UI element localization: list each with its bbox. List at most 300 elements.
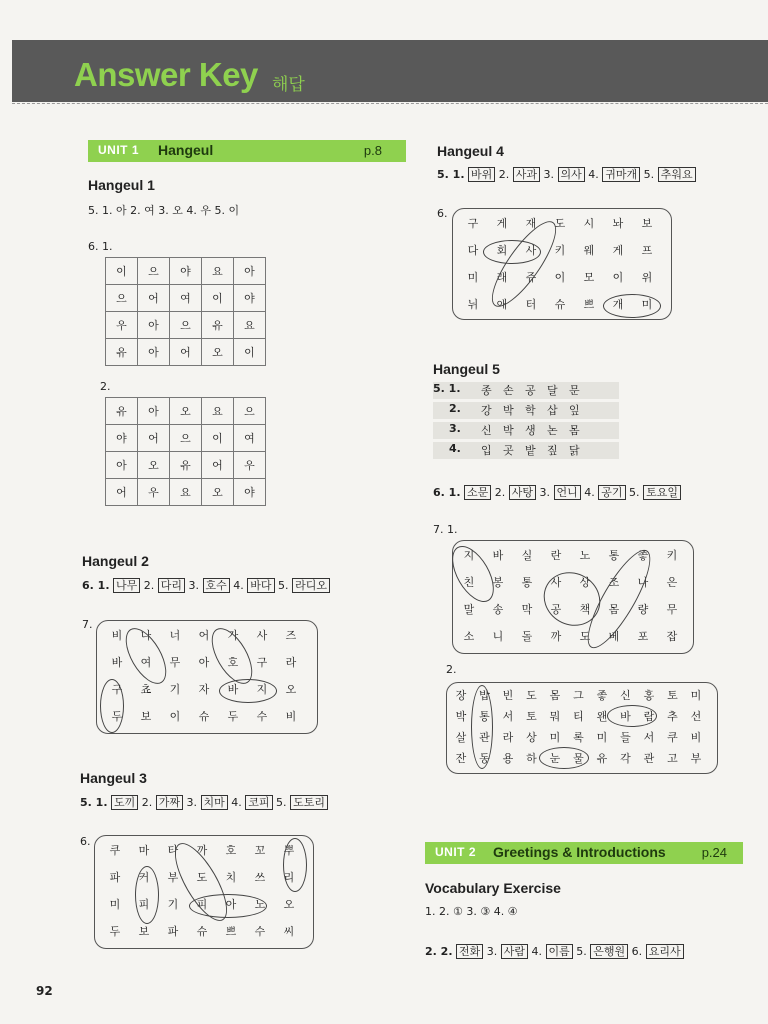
grid-cell: 우: [106, 312, 138, 339]
puzzle-char: 치: [225, 871, 237, 884]
puzzle-char: 무: [169, 656, 181, 669]
answer-oval: [219, 679, 277, 703]
puzzle-char: 리: [283, 871, 295, 884]
puzzle-char: 웨: [583, 244, 595, 257]
puzzle-char: 노: [254, 898, 266, 911]
puzzle-char: 좋: [596, 689, 608, 702]
syllable: 짚: [547, 444, 558, 457]
puzzle-char: 비: [111, 629, 123, 642]
syllable: 곳: [503, 444, 514, 457]
puzzle-char: 용: [502, 752, 514, 765]
grid-cell: 어: [106, 479, 138, 506]
grid-cell: 이: [106, 258, 138, 285]
answer-grid-2: [105, 397, 266, 506]
puzzle-char: 재: [525, 217, 537, 230]
boxed-answer: 의사: [558, 167, 585, 182]
puzzle-char: 베: [608, 630, 620, 643]
puzzle-char: 그: [573, 689, 584, 702]
puzzle-char: 가: [227, 629, 239, 642]
unit-title: Greetings & Introductions: [493, 844, 666, 860]
question-label: 6. 1.: [88, 240, 113, 253]
syllable-rows: [433, 382, 623, 462]
boxed-answer: 은행원: [590, 944, 628, 959]
puzzle-char: 쿠: [109, 844, 121, 857]
unit-label: UNIT 1: [98, 143, 140, 157]
question-label: 7. 1.: [433, 523, 458, 536]
puzzle-char: 미: [467, 271, 479, 284]
puzzle-char: 왠: [596, 710, 608, 723]
grid-cell: 야: [234, 285, 266, 312]
unit-title: Hangeul: [158, 142, 214, 158]
syllable: 생: [525, 424, 536, 437]
puzzle-char: 뭐: [549, 710, 561, 723]
syllable: 손: [503, 384, 514, 397]
syllable: 몸: [569, 424, 580, 437]
puzzle-char: 도: [579, 630, 591, 643]
syllable: 삽: [547, 404, 558, 417]
answer-line: 6. 1. 나무 2. 다리 3. 호수 4. 바다 5. 라디오: [82, 578, 330, 593]
boxed-answer: 도토리: [290, 795, 328, 810]
puzzle-char: 상: [579, 576, 591, 589]
answer-oval: [283, 838, 307, 892]
grid-cell: 으: [106, 285, 138, 312]
puzzle-char: 좋: [637, 549, 649, 562]
puzzle-char: 타: [167, 844, 179, 857]
boxed-answer: 도끼: [111, 795, 138, 810]
boxed-answer: 다리: [158, 578, 185, 593]
puzzle-char: 량: [637, 603, 649, 616]
puzzle-char: 미: [690, 689, 702, 702]
section-heading: Hangeul 4: [437, 143, 504, 159]
puzzle-char: 쿠: [667, 731, 678, 744]
grid-cell: 이: [234, 339, 266, 366]
puzzle-char: 개: [612, 298, 624, 311]
grid-cell: 오: [170, 398, 202, 425]
puzzle-char: 람: [643, 710, 655, 723]
grid-cell: 아: [106, 452, 138, 479]
grid-cell: 이: [202, 285, 234, 312]
puzzle-char: 나: [140, 629, 152, 642]
puzzle-char: 토: [667, 689, 678, 702]
puzzle-char: 지: [256, 683, 268, 696]
puzzle-char: 보: [641, 217, 653, 230]
puzzle-char: 오: [285, 683, 297, 696]
word-puzzle-hangeul3: [94, 835, 314, 949]
puzzle-char: 뿌: [283, 844, 295, 857]
grid-cell: 으: [138, 258, 170, 285]
puzzle-char: 돌: [521, 630, 533, 643]
puzzle-char: 슈: [198, 710, 210, 723]
puzzle-char: 박: [455, 710, 467, 723]
page-subtitle: 해답: [272, 75, 305, 95]
unit-label: UNIT 2: [435, 845, 477, 859]
puzzle-char: 티: [573, 710, 584, 723]
puzzle-char: 사: [550, 576, 562, 589]
answer-line: 6. 1. 소문 2. 사탕 3. 언니 4. 공기 5. 토요일: [433, 485, 681, 500]
grid-cell: 유: [202, 312, 234, 339]
section-heading: Hangeul 2: [82, 553, 149, 569]
puzzle-char: 보: [140, 710, 152, 723]
puzzle-char: 밥: [479, 689, 490, 702]
puzzle-char: 관: [479, 731, 490, 744]
puzzle-char: 미: [109, 898, 121, 911]
boxed-answer: 바다: [247, 578, 274, 593]
puzzle-char: 회: [496, 244, 508, 257]
puzzle-char: 게: [612, 244, 624, 257]
puzzle-char: 커: [138, 871, 150, 884]
question-number: 2. 2.: [425, 945, 453, 958]
puzzle-char: 오: [283, 898, 295, 911]
puzzle-char: 즈: [285, 629, 297, 642]
question-label: 2.: [100, 380, 111, 393]
puzzle-char: 쓰: [254, 871, 266, 884]
puzzle-char: 아: [198, 656, 210, 669]
section-heading: Hangeul 5: [433, 361, 500, 377]
grid-cell: 어: [170, 339, 202, 366]
puzzle-char: 피: [196, 898, 208, 911]
boxed-answer: 바위: [468, 167, 495, 182]
grid-cell: 우: [234, 452, 266, 479]
puzzle-char: 슈: [554, 298, 566, 311]
puzzle-char: 사: [256, 629, 268, 642]
puzzle-char: 쥬: [525, 271, 537, 284]
answer-line: 5. 1. 바위 2. 사과 3. 의사 4. 귀마개 5. 추워요: [437, 167, 696, 182]
puzzle-char: 위: [641, 271, 653, 284]
answer-oval: [539, 747, 589, 769]
puzzle-char: 구: [111, 683, 123, 696]
word-puzzle-hangeul4: [452, 208, 672, 320]
word-puzzle-hangeul5-1: [452, 540, 694, 654]
answer-line: 5. 1. 아 2. 여 3. 오 4. 우 5. 이: [88, 204, 240, 217]
boxed-answer: 코피: [245, 795, 272, 810]
syllable: 입: [481, 444, 492, 457]
section-heading: Hangeul 1: [88, 177, 155, 193]
syllable: 공: [525, 384, 536, 397]
boxed-answer: 공기: [598, 485, 625, 500]
puzzle-char: 은: [666, 576, 678, 589]
puzzle-char: 통: [479, 710, 490, 723]
boxed-answer: 사탕: [509, 485, 536, 500]
puzzle-char: 무: [666, 603, 678, 616]
boxed-answer: 언니: [554, 485, 581, 500]
grid-cell: 우: [138, 479, 170, 506]
puzzle-char: 송: [492, 603, 504, 616]
puzzle-char: 두: [109, 925, 121, 938]
grid-cell: 야: [106, 425, 138, 452]
puzzle-char: 바: [620, 710, 631, 723]
grid-cell: 아: [234, 258, 266, 285]
boxed-answer: 사람: [501, 944, 528, 959]
puzzle-char: 구: [256, 656, 268, 669]
answer-grid-1: [105, 257, 266, 366]
grid-cell: 어: [138, 285, 170, 312]
puzzle-char: 서: [502, 710, 514, 723]
row-number: 2.: [449, 402, 461, 415]
syllable-row: [433, 402, 619, 419]
grid-cell: 으: [234, 398, 266, 425]
puzzle-char: 살: [455, 731, 467, 744]
puzzle-char: 몸: [549, 689, 561, 702]
puzzle-char: 잡: [666, 630, 678, 643]
grid-cell: 요: [170, 479, 202, 506]
question-number: 5. 1.: [437, 168, 465, 181]
puzzle-char: 기: [167, 898, 179, 911]
syllable: 닭: [569, 444, 580, 457]
boxed-answer: 치마: [201, 795, 228, 810]
page-number: 92: [36, 984, 53, 998]
question-number: 6. 1.: [433, 486, 461, 499]
puzzle-char: 바: [492, 549, 504, 562]
puzzle-char: 나: [637, 576, 649, 589]
syllable: 박: [503, 424, 514, 437]
row-number: 4.: [449, 442, 461, 455]
puzzle-char: 통: [608, 549, 620, 562]
puzzle-char: 유: [596, 752, 608, 765]
puzzle-char: 조: [608, 576, 620, 589]
puzzle-char: 노: [579, 549, 591, 562]
puzzle-char: 보: [138, 925, 150, 938]
puzzle-char: 하: [526, 752, 537, 765]
answer-oval: [100, 679, 124, 733]
puzzle-char: 까: [550, 630, 562, 643]
grid-cell: 여: [170, 285, 202, 312]
puzzle-char: 바: [227, 683, 239, 696]
grid-cell: 야: [170, 258, 202, 285]
puzzle-char: 까: [196, 844, 208, 857]
puzzle-char: 미: [549, 731, 561, 744]
grid-cell: 이: [202, 425, 234, 452]
answer-oval: [471, 685, 493, 769]
syllable: 논: [547, 424, 558, 437]
puzzle-char: 이: [554, 271, 566, 284]
syllable-row: [433, 382, 619, 399]
puzzle-char: 바: [111, 656, 123, 669]
grid-cell: 야: [234, 479, 266, 506]
grid-cell: 아: [138, 398, 170, 425]
syllable: 종: [481, 384, 492, 397]
grid-cell: 으: [170, 425, 202, 452]
boxed-answer: 소문: [464, 485, 491, 500]
grid-cell: 어: [138, 425, 170, 452]
puzzle-char: 아: [225, 898, 237, 911]
puzzle-char: 몸: [608, 603, 620, 616]
grid-cell: 아: [138, 339, 170, 366]
puzzle-char: 키: [554, 244, 566, 257]
boxed-answer: 나무: [113, 578, 140, 593]
puzzle-char: 쵸: [140, 683, 152, 696]
syllable-row: [433, 442, 619, 459]
unit-page: p.24: [701, 845, 727, 860]
puzzle-char: 호: [225, 844, 237, 857]
puzzle-char: 미: [596, 731, 608, 744]
puzzle-char: 기: [169, 683, 181, 696]
syllable: 문: [569, 384, 580, 397]
puzzle-char: 친: [463, 576, 475, 589]
word-puzzle-hangeul2: [96, 620, 318, 734]
puzzle-char: 봉: [492, 576, 504, 589]
puzzle-char: 쁘: [225, 925, 237, 938]
puzzle-char: 시: [583, 217, 595, 230]
syllable: 잎: [569, 404, 580, 417]
puzzle-char: 막: [521, 603, 533, 616]
divider: [12, 103, 768, 104]
puzzle-char: 피: [138, 898, 150, 911]
question-label: 6.: [437, 207, 448, 220]
puzzle-char: 라: [285, 656, 297, 669]
puzzle-char: 뉘: [467, 298, 479, 311]
puzzle-char: 여: [140, 656, 152, 669]
grid-cell: 으: [170, 312, 202, 339]
boxed-answer: 호수: [203, 578, 230, 593]
question-label: 6.: [80, 835, 91, 848]
boxed-answer: 추워요: [658, 167, 696, 182]
puzzle-char: 서: [643, 731, 655, 744]
puzzle-char: 슈: [196, 925, 208, 938]
grid-cell: 유: [106, 398, 138, 425]
puzzle-char: 두: [227, 710, 239, 723]
puzzle-char: 동: [479, 752, 490, 765]
puzzle-char: 꼬: [254, 844, 266, 857]
puzzle-char: 물: [573, 752, 584, 765]
puzzle-char: 사: [525, 244, 537, 257]
grid-cell: 오: [138, 452, 170, 479]
puzzle-char: 터: [525, 298, 537, 311]
puzzle-char: 선: [690, 710, 702, 723]
answer-oval: [189, 894, 267, 918]
puzzle-char: 홍: [643, 689, 655, 702]
puzzle-char: 어: [198, 629, 210, 642]
puzzle-char: 장: [455, 689, 467, 702]
puzzle-char: 책: [579, 603, 591, 616]
puzzle-char: 란: [550, 549, 562, 562]
puzzle-char: 공: [550, 603, 562, 616]
question-number: 6. 1.: [82, 579, 110, 592]
grid-cell: 여: [234, 425, 266, 452]
answer-oval: [135, 866, 159, 924]
question-number: 5. 1.: [80, 796, 108, 809]
puzzle-char: 너: [169, 629, 181, 642]
puzzle-char: 빈: [502, 689, 514, 702]
puzzle-char: 자: [198, 683, 210, 696]
puzzle-char: 도: [554, 217, 566, 230]
answer-oval: [603, 294, 661, 318]
grid-cell: 오: [202, 339, 234, 366]
puzzle-char: 라: [502, 731, 514, 744]
puzzle-char: 부: [167, 871, 179, 884]
puzzle-char: 상: [526, 731, 537, 744]
puzzle-char: 말: [463, 603, 475, 616]
puzzle-char: 다: [467, 244, 479, 257]
puzzle-char: 소: [463, 630, 475, 643]
puzzle-char: 이: [612, 271, 624, 284]
unit2-band: [425, 842, 743, 864]
puzzle-char: 모: [583, 271, 595, 284]
puzzle-char: 관: [643, 752, 655, 765]
puzzle-char: 각: [620, 752, 631, 765]
puzzle-char: 도: [526, 689, 537, 702]
puzzle-char: 실: [521, 549, 533, 562]
syllable-row: [433, 422, 619, 439]
puzzle-char: 수: [254, 925, 266, 938]
section-heading: Hangeul 3: [80, 770, 147, 786]
syllable: 달: [547, 384, 558, 397]
puzzle-char: 잔: [455, 752, 467, 765]
answer-oval: [607, 705, 657, 727]
puzzle-char: 비: [690, 731, 702, 744]
puzzle-char: 부: [690, 752, 702, 765]
grid-cell: 요: [202, 398, 234, 425]
grid-cell: 오: [202, 479, 234, 506]
puzzle-char: 통: [521, 576, 533, 589]
row-number: 5. 1.: [433, 382, 461, 395]
grid-cell: 요: [234, 312, 266, 339]
puzzle-char: 미: [641, 298, 653, 311]
boxed-answer: 요리사: [646, 944, 684, 959]
puzzle-char: 신: [620, 689, 631, 702]
grid-cell: 유: [106, 339, 138, 366]
puzzle-char: 이: [169, 710, 181, 723]
puzzle-char: 고: [667, 752, 678, 765]
puzzle-char: 두: [111, 710, 123, 723]
page-title: Answer Key: [74, 56, 258, 93]
puzzle-char: 파: [109, 871, 121, 884]
boxed-answer: 토요일: [643, 485, 681, 500]
puzzle-char: 수: [256, 710, 268, 723]
question-label: 7.: [82, 618, 93, 631]
question-label: 2.: [446, 663, 457, 676]
puzzle-char: 비: [285, 710, 297, 723]
syllable: 학: [525, 404, 536, 417]
puzzle-char: 추: [667, 710, 678, 723]
grid-cell: 어: [202, 452, 234, 479]
syllable: 신: [481, 424, 492, 437]
puzzle-char: 호: [227, 656, 239, 669]
syllable: 밭: [525, 444, 536, 457]
boxed-answer: 가짜: [156, 795, 183, 810]
answer-line: 1. 2. ① 3. ③ 4. ④: [425, 905, 518, 918]
puzzle-char: 마: [138, 844, 150, 857]
unit1-band: [88, 140, 406, 162]
grid-cell: 아: [138, 312, 170, 339]
puzzle-char: 놔: [612, 217, 624, 230]
puzzle-char: 애: [496, 298, 508, 311]
grid-cell: 요: [202, 258, 234, 285]
puzzle-char: 니: [492, 630, 504, 643]
boxed-answer: 사과: [513, 167, 540, 182]
answer-line: 2. 2. 전화 3. 사람 4. 이름 5. 은행원 6. 요리사: [425, 944, 684, 959]
boxed-answer: 귀마개: [602, 167, 640, 182]
puzzle-char: 눈: [549, 752, 561, 765]
puzzle-char: 래: [496, 271, 508, 284]
puzzle-char: 구: [467, 217, 479, 230]
puzzle-char: 파: [167, 925, 179, 938]
word-puzzle-hangeul5-2: [446, 682, 718, 774]
syllable: 강: [481, 404, 492, 417]
section-heading: Vocabulary Exercise: [425, 880, 561, 896]
syllable: 박: [503, 404, 514, 417]
puzzle-char: 토: [526, 710, 537, 723]
row-number: 3.: [449, 422, 461, 435]
boxed-answer: 라디오: [292, 578, 330, 593]
boxed-answer: 전화: [456, 944, 483, 959]
puzzle-char: 키: [666, 549, 678, 562]
boxed-answer: 이름: [546, 944, 573, 959]
puzzle-char: 록: [573, 731, 584, 744]
answer-line: 5. 1. 도끼 2. 가짜 3. 치마 4. 코피 5. 도토리: [80, 795, 328, 810]
puzzle-char: 들: [620, 731, 631, 744]
puzzle-char: 쁘: [583, 298, 595, 311]
puzzle-char: 포: [637, 630, 649, 643]
